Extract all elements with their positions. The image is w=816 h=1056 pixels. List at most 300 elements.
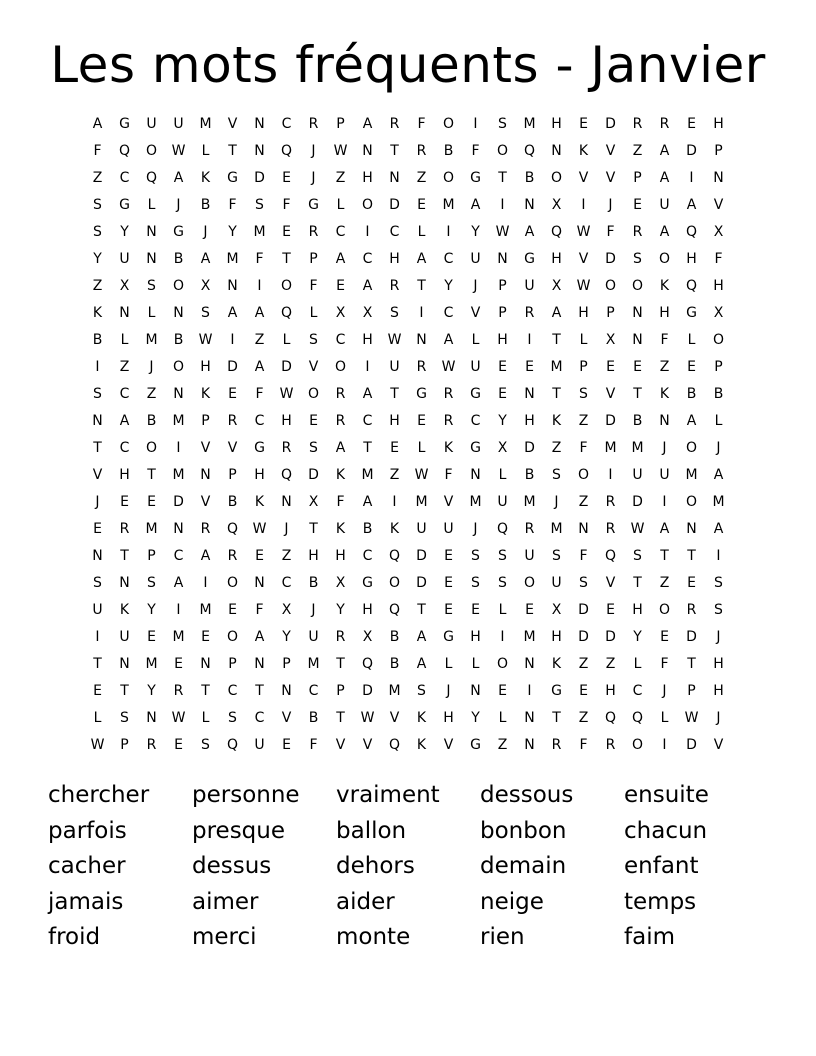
grid-letter: F xyxy=(471,143,480,159)
grid-letter: P xyxy=(606,305,615,321)
grid-letter: A xyxy=(362,494,373,510)
grid-letter: C xyxy=(632,683,643,699)
grid-letter: C xyxy=(254,710,265,726)
grid-letter: V xyxy=(605,143,616,159)
grid-letter: S xyxy=(228,710,237,726)
grid-letter: H xyxy=(308,548,319,564)
grid-letter: J xyxy=(149,359,154,375)
grid-letter: L xyxy=(120,332,129,348)
grid-letter: J xyxy=(716,629,721,645)
grid-letter: M xyxy=(199,116,212,132)
grid-letter: H xyxy=(470,629,481,645)
grid-letter: C xyxy=(281,116,292,132)
grid-letter: Q xyxy=(685,278,698,294)
grid-letter: J xyxy=(311,170,316,186)
grid-letter: T xyxy=(147,467,156,483)
page-title: Les mots fréquents - Janvier xyxy=(50,36,766,94)
grid-letter: D xyxy=(308,467,319,483)
grid-letter: Z xyxy=(119,359,130,375)
grid-letter: Z xyxy=(578,710,589,726)
grid-letter: O xyxy=(145,143,158,159)
grid-letter: N xyxy=(173,386,184,402)
grid-letter: P xyxy=(309,251,318,267)
grid-letter: S xyxy=(255,197,264,213)
grid-letter: Q xyxy=(118,143,131,159)
grid-letter: D xyxy=(254,170,265,186)
grid-letter: Q xyxy=(685,224,698,240)
grid-letter: F xyxy=(579,737,588,753)
grid-letter: Q xyxy=(388,602,401,618)
grid-letter: O xyxy=(658,602,671,618)
grid-letter: K xyxy=(200,386,211,402)
grid-letter: T xyxy=(552,386,561,402)
grid-letter: O xyxy=(658,251,671,267)
grid-letter: R xyxy=(659,116,670,132)
grid-letter: U xyxy=(416,521,427,537)
grid-letter: E xyxy=(498,386,507,402)
grid-letter: Q xyxy=(226,521,239,537)
grid-letter: O xyxy=(145,440,158,456)
grid-letter: R xyxy=(335,386,346,402)
grid-letter: A xyxy=(335,440,346,456)
grid-letter: E xyxy=(687,575,696,591)
grid-letter: N xyxy=(632,305,643,321)
grid-letter: Y xyxy=(228,224,237,240)
grid-letter: F xyxy=(579,440,588,456)
letter-grid xyxy=(84,111,732,759)
grid-letter: D xyxy=(686,143,697,159)
grid-letter: Y xyxy=(147,683,156,699)
grid-letter: W xyxy=(171,143,186,159)
grid-letter: N xyxy=(254,575,265,591)
grid-letter: Z xyxy=(146,386,157,402)
grid-letter: A xyxy=(335,251,346,267)
word-list-item: bonbon xyxy=(480,817,567,844)
grid-letter: E xyxy=(498,359,507,375)
grid-letter: A xyxy=(362,386,373,402)
grid-letter: B xyxy=(308,710,319,726)
grid-letter: J xyxy=(716,710,721,726)
grid-letter: N xyxy=(686,521,697,537)
grid-letter: S xyxy=(93,575,102,591)
grid-letter: A xyxy=(416,656,427,672)
grid-letter: R xyxy=(227,548,238,564)
grid-letter: R xyxy=(416,143,427,159)
grid-letter: I xyxy=(446,224,451,240)
grid-letter: M xyxy=(550,359,563,375)
grid-letter: E xyxy=(174,656,183,672)
grid-letter: P xyxy=(228,656,237,672)
grid-letter: G xyxy=(686,305,697,321)
grid-letter: D xyxy=(605,116,616,132)
grid-letter: S xyxy=(498,548,507,564)
grid-letter: J xyxy=(95,494,100,510)
grid-letter: K xyxy=(551,656,562,672)
grid-letter: N xyxy=(92,413,103,429)
grid-letter: W xyxy=(684,710,699,726)
grid-letter: N xyxy=(416,332,427,348)
grid-letter: W xyxy=(360,710,375,726)
grid-letter: M xyxy=(361,467,374,483)
grid-letter: L xyxy=(444,656,453,672)
grid-letter: R xyxy=(605,521,616,537)
grid-letter: Z xyxy=(578,413,589,429)
grid-letter: N xyxy=(119,305,130,321)
grid-letter: X xyxy=(551,278,562,294)
grid-letter: Y xyxy=(633,629,642,645)
grid-letter: Q xyxy=(280,143,293,159)
grid-letter: J xyxy=(662,440,667,456)
grid-letter: W xyxy=(333,143,348,159)
word-list-item: enfant xyxy=(624,853,699,879)
word-list-item: faim xyxy=(624,924,675,950)
grid-letter: T xyxy=(120,548,129,564)
grid-letter: O xyxy=(226,629,239,645)
grid-letter: K xyxy=(578,143,589,159)
grid-letter: P xyxy=(714,143,723,159)
grid-letter: N xyxy=(173,521,184,537)
grid-letter: E xyxy=(471,602,480,618)
grid-letter: S xyxy=(633,548,642,564)
grid-letter: P xyxy=(498,305,507,321)
grid-letter: N xyxy=(470,467,481,483)
grid-letter: X xyxy=(308,494,319,510)
grid-letter: L xyxy=(282,332,291,348)
grid-letter: G xyxy=(470,170,481,186)
grid-letter: L xyxy=(498,467,507,483)
grid-letter: Z xyxy=(416,170,427,186)
grid-letter: M xyxy=(388,683,401,699)
grid-letter: I xyxy=(419,305,424,321)
grid-letter: R xyxy=(227,413,238,429)
grid-letter: B xyxy=(308,575,319,591)
grid-letter: T xyxy=(201,683,210,699)
grid-letter: K xyxy=(416,710,427,726)
grid-letter: G xyxy=(470,737,481,753)
grid-letter: R xyxy=(146,737,157,753)
grid-letter: N xyxy=(362,143,373,159)
grid-letter: G xyxy=(173,224,184,240)
grid-letter: E xyxy=(525,359,534,375)
grid-letter: N xyxy=(200,656,211,672)
word-list-item: temps xyxy=(624,888,697,915)
grid-letter: R xyxy=(605,494,616,510)
grid-letter: T xyxy=(633,386,642,402)
grid-letter: F xyxy=(417,116,426,132)
grid-letter: W xyxy=(279,386,294,402)
grid-letter: B xyxy=(524,467,535,483)
grid-letter: F xyxy=(255,386,264,402)
grid-letter: G xyxy=(470,386,481,402)
grid-letter: S xyxy=(147,278,156,294)
grid-letter: L xyxy=(336,197,345,213)
grid-letter: F xyxy=(714,251,723,267)
grid-letter: R xyxy=(416,359,427,375)
grid-letter: H xyxy=(713,278,724,294)
grid-letter: F xyxy=(255,602,264,618)
grid-letter: V xyxy=(389,710,400,726)
grid-letter: E xyxy=(93,521,102,537)
grid-letter: L xyxy=(714,413,723,429)
grid-letter: B xyxy=(686,386,697,402)
grid-letter: C xyxy=(119,170,130,186)
grid-letter: N xyxy=(389,170,400,186)
grid-letter: W xyxy=(252,521,267,537)
word-list-item: ballon xyxy=(336,817,407,844)
grid-letter: L xyxy=(417,224,426,240)
grid-letter: H xyxy=(389,413,400,429)
grid-letter: A xyxy=(362,278,373,294)
grid-letter: O xyxy=(550,170,563,186)
grid-letter: R xyxy=(335,413,346,429)
grid-letter: C xyxy=(173,548,184,564)
grid-letter: M xyxy=(145,332,158,348)
grid-letter: M xyxy=(604,440,617,456)
grid-letter: Q xyxy=(550,224,563,240)
grid-letter: P xyxy=(633,170,642,186)
grid-letter: J xyxy=(608,197,613,213)
grid-letter: I xyxy=(716,548,721,564)
grid-letter: M xyxy=(145,656,158,672)
grid-letter: N xyxy=(119,656,130,672)
grid-letter: N xyxy=(524,737,535,753)
grid-letter: C xyxy=(362,548,373,564)
grid-letter: I xyxy=(608,467,613,483)
grid-letter: K xyxy=(443,440,454,456)
grid-letter: O xyxy=(712,332,725,348)
grid-letter: M xyxy=(199,602,212,618)
grid-letter: W xyxy=(576,278,591,294)
grid-letter: X xyxy=(497,440,508,456)
grid-letter: H xyxy=(605,683,616,699)
grid-letter: A xyxy=(659,224,670,240)
grid-letter: T xyxy=(660,548,669,564)
grid-letter: O xyxy=(577,467,590,483)
grid-letter: N xyxy=(524,197,535,213)
grid-letter: R xyxy=(281,440,292,456)
grid-letter: E xyxy=(579,683,588,699)
word-list-item: neige xyxy=(480,888,544,915)
grid-letter: U xyxy=(551,575,562,591)
grid-letter: M xyxy=(523,116,536,132)
grid-letter: C xyxy=(227,683,238,699)
grid-letter: C xyxy=(119,386,130,402)
grid-letter: V xyxy=(443,494,454,510)
grid-letter: Y xyxy=(120,224,129,240)
grid-letter: S xyxy=(93,386,102,402)
grid-letter: C xyxy=(362,251,373,267)
grid-letter: D xyxy=(416,575,427,591)
grid-letter: F xyxy=(606,224,615,240)
grid-letter: I xyxy=(230,332,235,348)
grid-letter: S xyxy=(93,224,102,240)
grid-letter: G xyxy=(227,170,238,186)
grid-letter: U xyxy=(119,629,130,645)
grid-letter: H xyxy=(281,413,292,429)
grid-letter: F xyxy=(93,143,102,159)
grid-letter: O xyxy=(226,575,239,591)
grid-letter: L xyxy=(660,710,669,726)
grid-letter: E xyxy=(606,359,615,375)
grid-letter: T xyxy=(417,278,426,294)
grid-letter: Z xyxy=(551,440,562,456)
grid-letter: O xyxy=(442,170,455,186)
grid-letter: Z xyxy=(281,548,292,564)
grid-letter: Q xyxy=(280,305,293,321)
grid-letter: Y xyxy=(336,602,345,618)
grid-letter: E xyxy=(147,629,156,645)
grid-letter: C xyxy=(362,413,373,429)
grid-letter: E xyxy=(444,602,453,618)
grid-letter: M xyxy=(442,197,455,213)
grid-letter: H xyxy=(686,251,697,267)
grid-letter: U xyxy=(524,548,535,564)
grid-letter: E xyxy=(309,413,318,429)
grid-letter: S xyxy=(552,467,561,483)
grid-letter: Q xyxy=(496,521,509,537)
grid-letter: O xyxy=(442,116,455,132)
grid-letter: F xyxy=(309,278,318,294)
grid-letter: N xyxy=(146,251,157,267)
grid-letter: T xyxy=(336,710,345,726)
grid-letter: L xyxy=(579,332,588,348)
grid-letter: F xyxy=(579,548,588,564)
word-list-item: jamais xyxy=(48,888,124,915)
grid-letter: U xyxy=(254,737,265,753)
grid-letter: K xyxy=(119,602,130,618)
grid-letter: E xyxy=(255,548,264,564)
grid-letter: R xyxy=(632,116,643,132)
grid-letter: X xyxy=(551,602,562,618)
grid-letter: G xyxy=(524,251,535,267)
grid-letter: B xyxy=(362,521,373,537)
word-list-item: vraiment xyxy=(336,782,440,808)
grid-letter: U xyxy=(659,467,670,483)
grid-letter: X xyxy=(605,332,616,348)
grid-letter: M xyxy=(226,251,239,267)
grid-letter: U xyxy=(389,359,400,375)
grid-letter: D xyxy=(632,494,643,510)
grid-letter: A xyxy=(200,251,211,267)
grid-letter: X xyxy=(551,197,562,213)
grid-letter: O xyxy=(334,359,347,375)
grid-letter: T xyxy=(687,548,696,564)
grid-letter: Q xyxy=(361,656,374,672)
grid-letter: R xyxy=(308,224,319,240)
grid-letter: G xyxy=(443,629,454,645)
grid-letter: N xyxy=(281,683,292,699)
grid-letter: S xyxy=(471,575,480,591)
grid-letter: E xyxy=(147,494,156,510)
grid-letter: T xyxy=(228,143,237,159)
grid-letter: I xyxy=(662,494,667,510)
grid-letter: T xyxy=(120,683,129,699)
grid-letter: E xyxy=(336,278,345,294)
grid-letter: M xyxy=(172,629,185,645)
grid-letter: T xyxy=(687,656,696,672)
grid-letter: H xyxy=(713,116,724,132)
grid-letter: E xyxy=(687,116,696,132)
grid-letter: W xyxy=(387,332,402,348)
grid-letter: J xyxy=(716,440,721,456)
grid-letter: V xyxy=(308,359,319,375)
grid-letter: M xyxy=(172,467,185,483)
grid-letter: R xyxy=(605,737,616,753)
grid-letter: V xyxy=(200,440,211,456)
grid-letter: E xyxy=(174,737,183,753)
grid-letter: B xyxy=(389,629,400,645)
grid-letter: V xyxy=(92,467,103,483)
word-list-item: chacun xyxy=(624,817,708,844)
grid-letter: N xyxy=(254,143,265,159)
grid-letter: R xyxy=(443,386,454,402)
grid-letter: V xyxy=(713,197,724,213)
grid-letter: P xyxy=(498,278,507,294)
grid-letter: X xyxy=(362,305,373,321)
grid-letter: H xyxy=(362,602,373,618)
grid-letter: Z xyxy=(578,494,589,510)
grid-letter: S xyxy=(390,305,399,321)
grid-letter: E xyxy=(579,116,588,132)
grid-letter: A xyxy=(362,116,373,132)
grid-letter: A xyxy=(173,575,184,591)
grid-letter: B xyxy=(443,143,454,159)
grid-letter: T xyxy=(633,575,642,591)
grid-letter: Y xyxy=(147,602,156,618)
grid-letter: V xyxy=(281,710,292,726)
grid-letter: H xyxy=(200,359,211,375)
grid-letter: A xyxy=(659,170,670,186)
grid-letter: P xyxy=(147,548,156,564)
grid-letter: N xyxy=(659,413,670,429)
grid-letter: T xyxy=(93,656,102,672)
grid-letter: B xyxy=(632,413,643,429)
grid-letter: J xyxy=(203,224,208,240)
grid-letter: K xyxy=(389,521,400,537)
grid-letter: W xyxy=(495,224,510,240)
grid-letter: S xyxy=(93,197,102,213)
grid-letter: G xyxy=(362,575,373,591)
grid-letter: I xyxy=(257,278,262,294)
word-list-item: monte xyxy=(336,924,411,950)
grid-letter: V xyxy=(227,116,238,132)
grid-letter: D xyxy=(605,413,616,429)
grid-letter: I xyxy=(581,197,586,213)
grid-letter: S xyxy=(714,602,723,618)
grid-letter: W xyxy=(441,359,456,375)
grid-letter: O xyxy=(604,278,617,294)
grid-letter: Q xyxy=(523,143,536,159)
grid-letter: Q xyxy=(388,548,401,564)
grid-letter: T xyxy=(498,170,507,186)
grid-letter: V xyxy=(470,305,481,321)
grid-letter: N xyxy=(200,467,211,483)
grid-letter: W xyxy=(90,737,105,753)
grid-letter: O xyxy=(280,278,293,294)
grid-letter: I xyxy=(392,494,397,510)
grid-letter: H xyxy=(443,710,454,726)
grid-letter: T xyxy=(336,656,345,672)
grid-letter: E xyxy=(120,494,129,510)
grid-letter: O xyxy=(361,197,374,213)
grid-letter: L xyxy=(201,710,210,726)
grid-letter: I xyxy=(176,602,181,618)
grid-letter: N xyxy=(713,170,724,186)
grid-letter: X xyxy=(335,305,346,321)
word-list-item: dessous xyxy=(480,782,574,808)
grid-letter: I xyxy=(365,359,370,375)
grid-letter: V xyxy=(605,575,616,591)
